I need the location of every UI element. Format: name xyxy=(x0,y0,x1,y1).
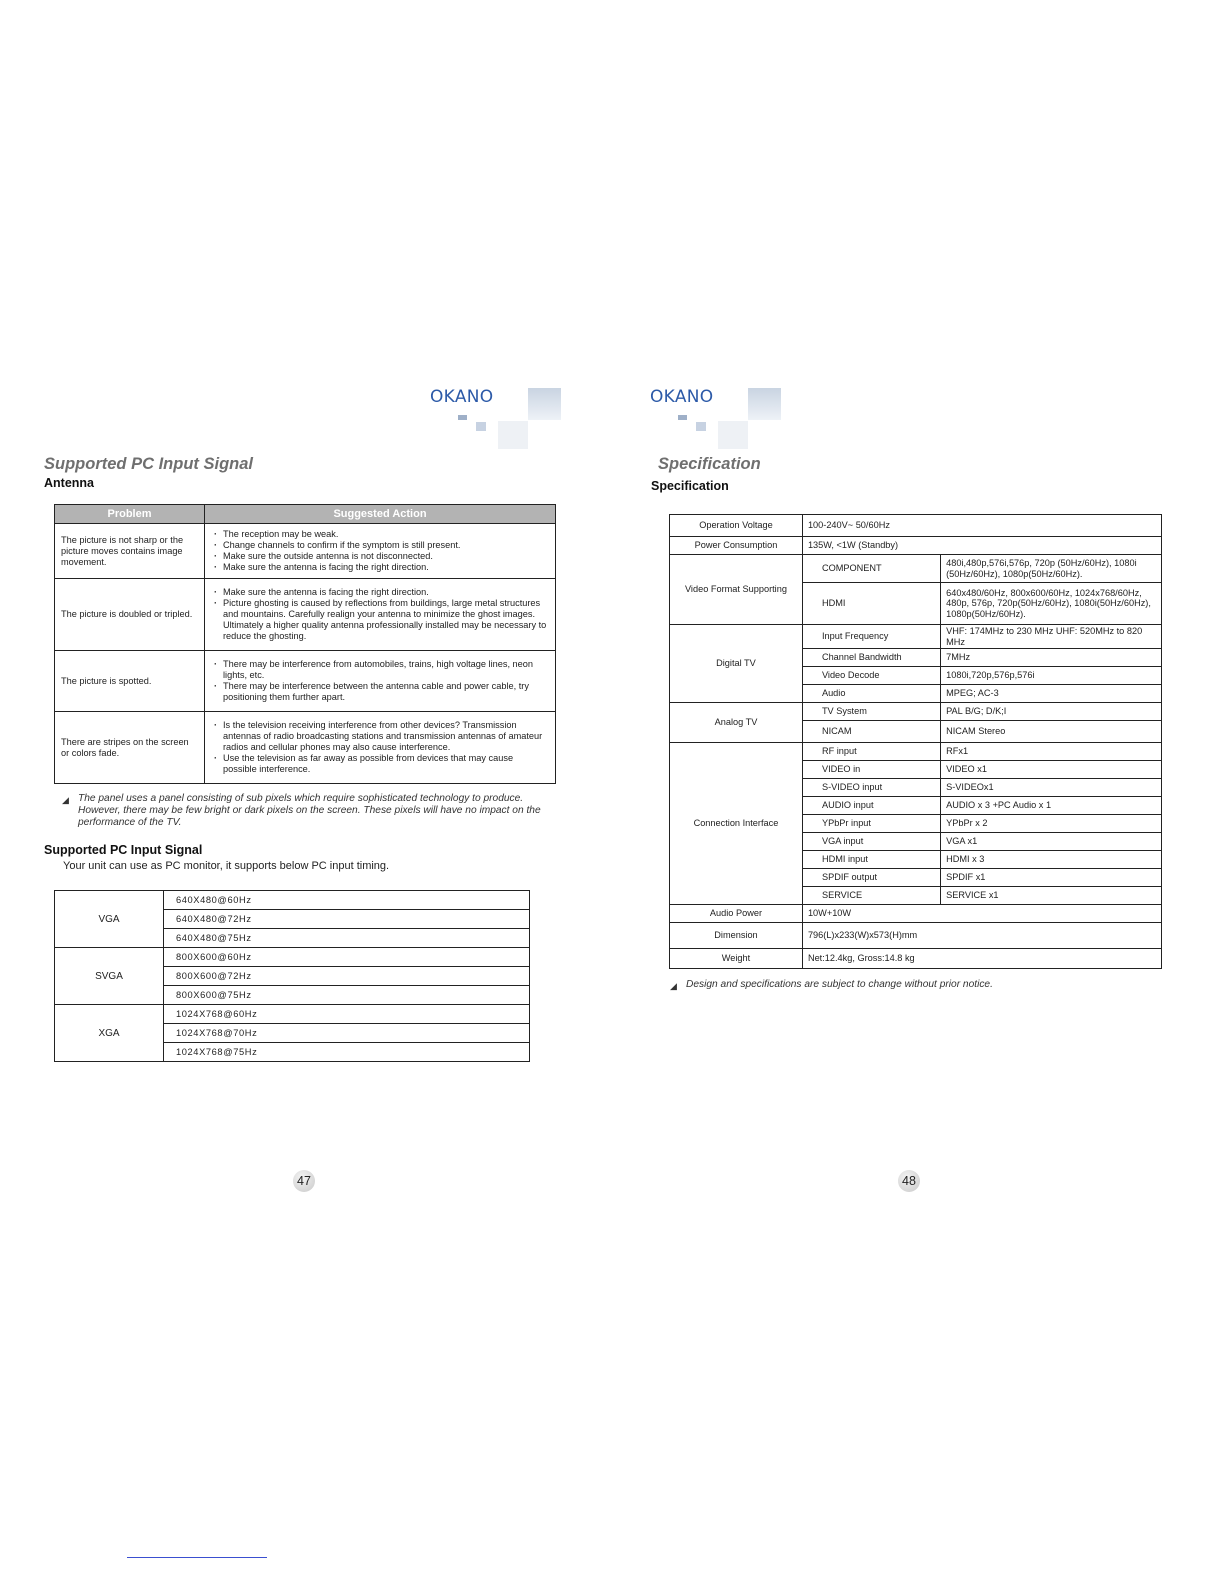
spec-sublabel: RF input xyxy=(802,743,940,761)
table-row xyxy=(670,923,1162,949)
problem-cell: The picture is doubled or tripled. xyxy=(55,579,205,651)
table-row xyxy=(55,948,530,967)
spec-sublabel: YPbPr input xyxy=(802,815,940,833)
action-cell xyxy=(205,651,556,712)
action-item: · Picture ghosting is caused by reflections from buildings, large metal structures and mountains. Carefully realign your antenna to minimize the ghost images. Ultimately a higher quality antenna professionally installed may be necessary to reduce the ghosting. xyxy=(223,598,549,642)
timing-cell: 640X480@75Hz xyxy=(164,929,530,948)
specification-table xyxy=(669,514,1162,969)
timing-cell: 640X480@60Hz xyxy=(164,891,530,910)
spec-label: Digital TV xyxy=(670,625,803,703)
spec-label: Connection Interface xyxy=(670,743,803,905)
brand-logo-left xyxy=(430,385,570,455)
spec-sublabel: AUDIO input xyxy=(802,797,940,815)
action-item: · There may be interference from automobiles, trains, high voltage lines, neon lights, etc. xyxy=(223,659,549,681)
spec-value: MPEG; AC-3 xyxy=(941,685,1162,703)
table-row xyxy=(670,515,1162,537)
timing-cell: 1024X768@60Hz xyxy=(164,1005,530,1024)
section-title: Supported PC Input Signal xyxy=(44,455,253,473)
problem-cell: The picture is not sharp or the picture moves contains image movement. xyxy=(55,524,205,579)
action-item: · Make sure the outside antenna is not disconnected. xyxy=(223,551,549,562)
table-row xyxy=(55,891,530,910)
table-row xyxy=(670,703,1162,721)
action-item: · Use the television as far away as possible from devices that may cause possible interference. xyxy=(223,753,549,775)
logo-squares-graphic xyxy=(650,385,790,455)
spec-note xyxy=(670,979,1146,991)
spec-sublabel: Audio xyxy=(802,685,940,703)
pc-timing-table xyxy=(54,890,530,1062)
table-row xyxy=(670,743,1162,761)
spec-value: 796(L)x233(W)x573(H)mm xyxy=(802,923,1161,949)
spec-value: 640x480/60Hz, 800x600/60Hz, 1024x768/60Hz, 480p, 576p, 720p(50Hz/60Hz), 1080i(50Hz/60Hz), 1080p(50Hz/60Hz). xyxy=(941,583,1162,625)
spec-value: 480i,480p,576i,576p, 720p (50Hz/60Hz), 1080i (50Hz/60Hz), 1080p(50Hz/60Hz). xyxy=(941,555,1162,583)
spec-value: Net:12.4kg, Gross:14.8 kg xyxy=(802,949,1161,969)
mode-cell: VGA xyxy=(55,891,164,948)
spec-value: YPbPr x 2 xyxy=(941,815,1162,833)
spec-value: 7MHz xyxy=(941,649,1162,667)
pc-signal-title: Supported PC Input Signal xyxy=(44,843,203,857)
table-row xyxy=(670,949,1162,969)
table-header-row xyxy=(55,505,556,524)
spec-sublabel: S-VIDEO input xyxy=(802,779,940,797)
timing-cell: 800X600@60Hz xyxy=(164,948,530,967)
subsection-title: Antenna xyxy=(44,476,94,490)
spec-sublabel: HDMI xyxy=(802,583,940,625)
mode-cell: XGA xyxy=(55,1005,164,1062)
action-item: · There may be interference between the antenna cable and power cable, try positioning them further apart. xyxy=(223,681,549,703)
spec-sublabel: TV System xyxy=(802,703,940,721)
spec-label: Audio Power xyxy=(670,905,803,923)
spec-value: 10W+10W xyxy=(802,905,1161,923)
table-row xyxy=(55,1005,530,1024)
spec-value: RFx1 xyxy=(941,743,1162,761)
note-text: Design and specifications are subject to change without prior notice. xyxy=(686,979,993,990)
brand-name: OKANO xyxy=(650,387,714,407)
problem-cell: The picture is spotted. xyxy=(55,651,205,712)
action-item: · Change channels to confirm if the symptom is still present. xyxy=(223,540,549,551)
footer-rule xyxy=(127,1557,267,1558)
mode-cell: SVGA xyxy=(55,948,164,1005)
spec-sublabel: HDMI input xyxy=(802,851,940,869)
brand-logo-right xyxy=(650,385,790,455)
table-row xyxy=(670,555,1162,583)
spec-value: VGA x1 xyxy=(941,833,1162,851)
logo-squares-graphic xyxy=(430,385,570,455)
note-arrow-icon: ◢ xyxy=(670,981,677,991)
action-cell xyxy=(205,579,556,651)
action-item: · Make sure the antenna is facing the right direction. xyxy=(223,562,549,573)
spec-label: Dimension xyxy=(670,923,803,949)
brand-name: OKANO xyxy=(430,387,494,407)
timing-cell: 640X480@72Hz xyxy=(164,910,530,929)
antenna-problem-table xyxy=(54,504,556,784)
spec-sublabel: Input Frequency xyxy=(802,625,940,649)
timing-cell: 1024X768@75Hz xyxy=(164,1043,530,1062)
spec-value: VIDEO x1 xyxy=(941,761,1162,779)
table-row xyxy=(55,579,556,651)
spec-value: VHF: 174MHz to 230 MHz UHF: 520MHz to 820 MHz xyxy=(941,625,1162,649)
action-item: · Is the television receiving interference from other devices? Transmission antennas of radio broadcasting stations and transmission antennas of amateur radios and cellular phones may also cause interference. xyxy=(223,720,549,753)
spec-value: AUDIO x 3 +PC Audio x 1 xyxy=(941,797,1162,815)
spec-sublabel: VIDEO in xyxy=(802,761,940,779)
spec-label: Analog TV xyxy=(670,703,803,743)
spec-value: 135W, <1W (Standby) xyxy=(802,537,1161,555)
timing-cell: 1024X768@70Hz xyxy=(164,1024,530,1043)
spec-value: SPDIF x1 xyxy=(941,869,1162,887)
timing-cell: 800X600@72Hz xyxy=(164,967,530,986)
subsection-title: Specification xyxy=(651,479,729,493)
spec-sublabel: NICAM xyxy=(802,721,940,743)
spec-sublabel: VGA input xyxy=(802,833,940,851)
page-number-right: 48 xyxy=(898,1170,920,1192)
table-row xyxy=(670,905,1162,923)
spec-value: NICAM Stereo xyxy=(941,721,1162,743)
table-row xyxy=(55,524,556,579)
spec-value: HDMI x 3 xyxy=(941,851,1162,869)
note-arrow-icon: ◢ xyxy=(62,795,69,805)
spec-sublabel: Channel Bandwidth xyxy=(802,649,940,667)
header-problem: Problem xyxy=(55,505,205,524)
spec-sublabel: SERVICE xyxy=(802,887,940,905)
page-number-left: 47 xyxy=(293,1170,315,1192)
spec-value: SERVICE x1 xyxy=(941,887,1162,905)
note-text: The panel uses a panel consisting of sub pixels which require sophisticated technology to produce. However, there may be few bright or dark pixels on the screen. These pixels will have no impact on the performance of the TV. xyxy=(78,793,541,829)
action-item: · Make sure the antenna is facing the right direction. xyxy=(223,587,549,598)
pc-signal-intro: Your unit can use as PC monitor, it supports below PC input timing. xyxy=(63,860,390,872)
spec-sublabel: Video Decode xyxy=(802,667,940,685)
action-cell xyxy=(205,712,556,784)
spec-value: PAL B/G; D/K;I xyxy=(941,703,1162,721)
spec-value: S-VIDEOx1 xyxy=(941,779,1162,797)
spec-value: 100-240V~ 50/60Hz xyxy=(802,515,1161,537)
timing-cell: 800X600@75Hz xyxy=(164,986,530,1005)
action-item: · The reception may be weak. xyxy=(223,529,549,540)
spec-value: 1080i,720p,576p,576i xyxy=(941,667,1162,685)
spec-sublabel: SPDIF output xyxy=(802,869,940,887)
spec-sublabel: COMPONENT xyxy=(802,555,940,583)
spec-label: Weight xyxy=(670,949,803,969)
spec-label: Video Format Supporting xyxy=(670,555,803,625)
spec-label: Operation Voltage xyxy=(670,515,803,537)
spec-label: Power Consumption xyxy=(670,537,803,555)
section-title: Specification xyxy=(658,455,761,473)
panel-note xyxy=(62,793,562,830)
table-row xyxy=(670,625,1162,649)
problem-cell: There are stripes on the screen or colors fade. xyxy=(55,712,205,784)
table-row xyxy=(55,651,556,712)
header-suggested-action: Suggested Action xyxy=(205,505,556,524)
action-cell xyxy=(205,524,556,579)
table-row xyxy=(670,537,1162,555)
table-row xyxy=(55,712,556,784)
